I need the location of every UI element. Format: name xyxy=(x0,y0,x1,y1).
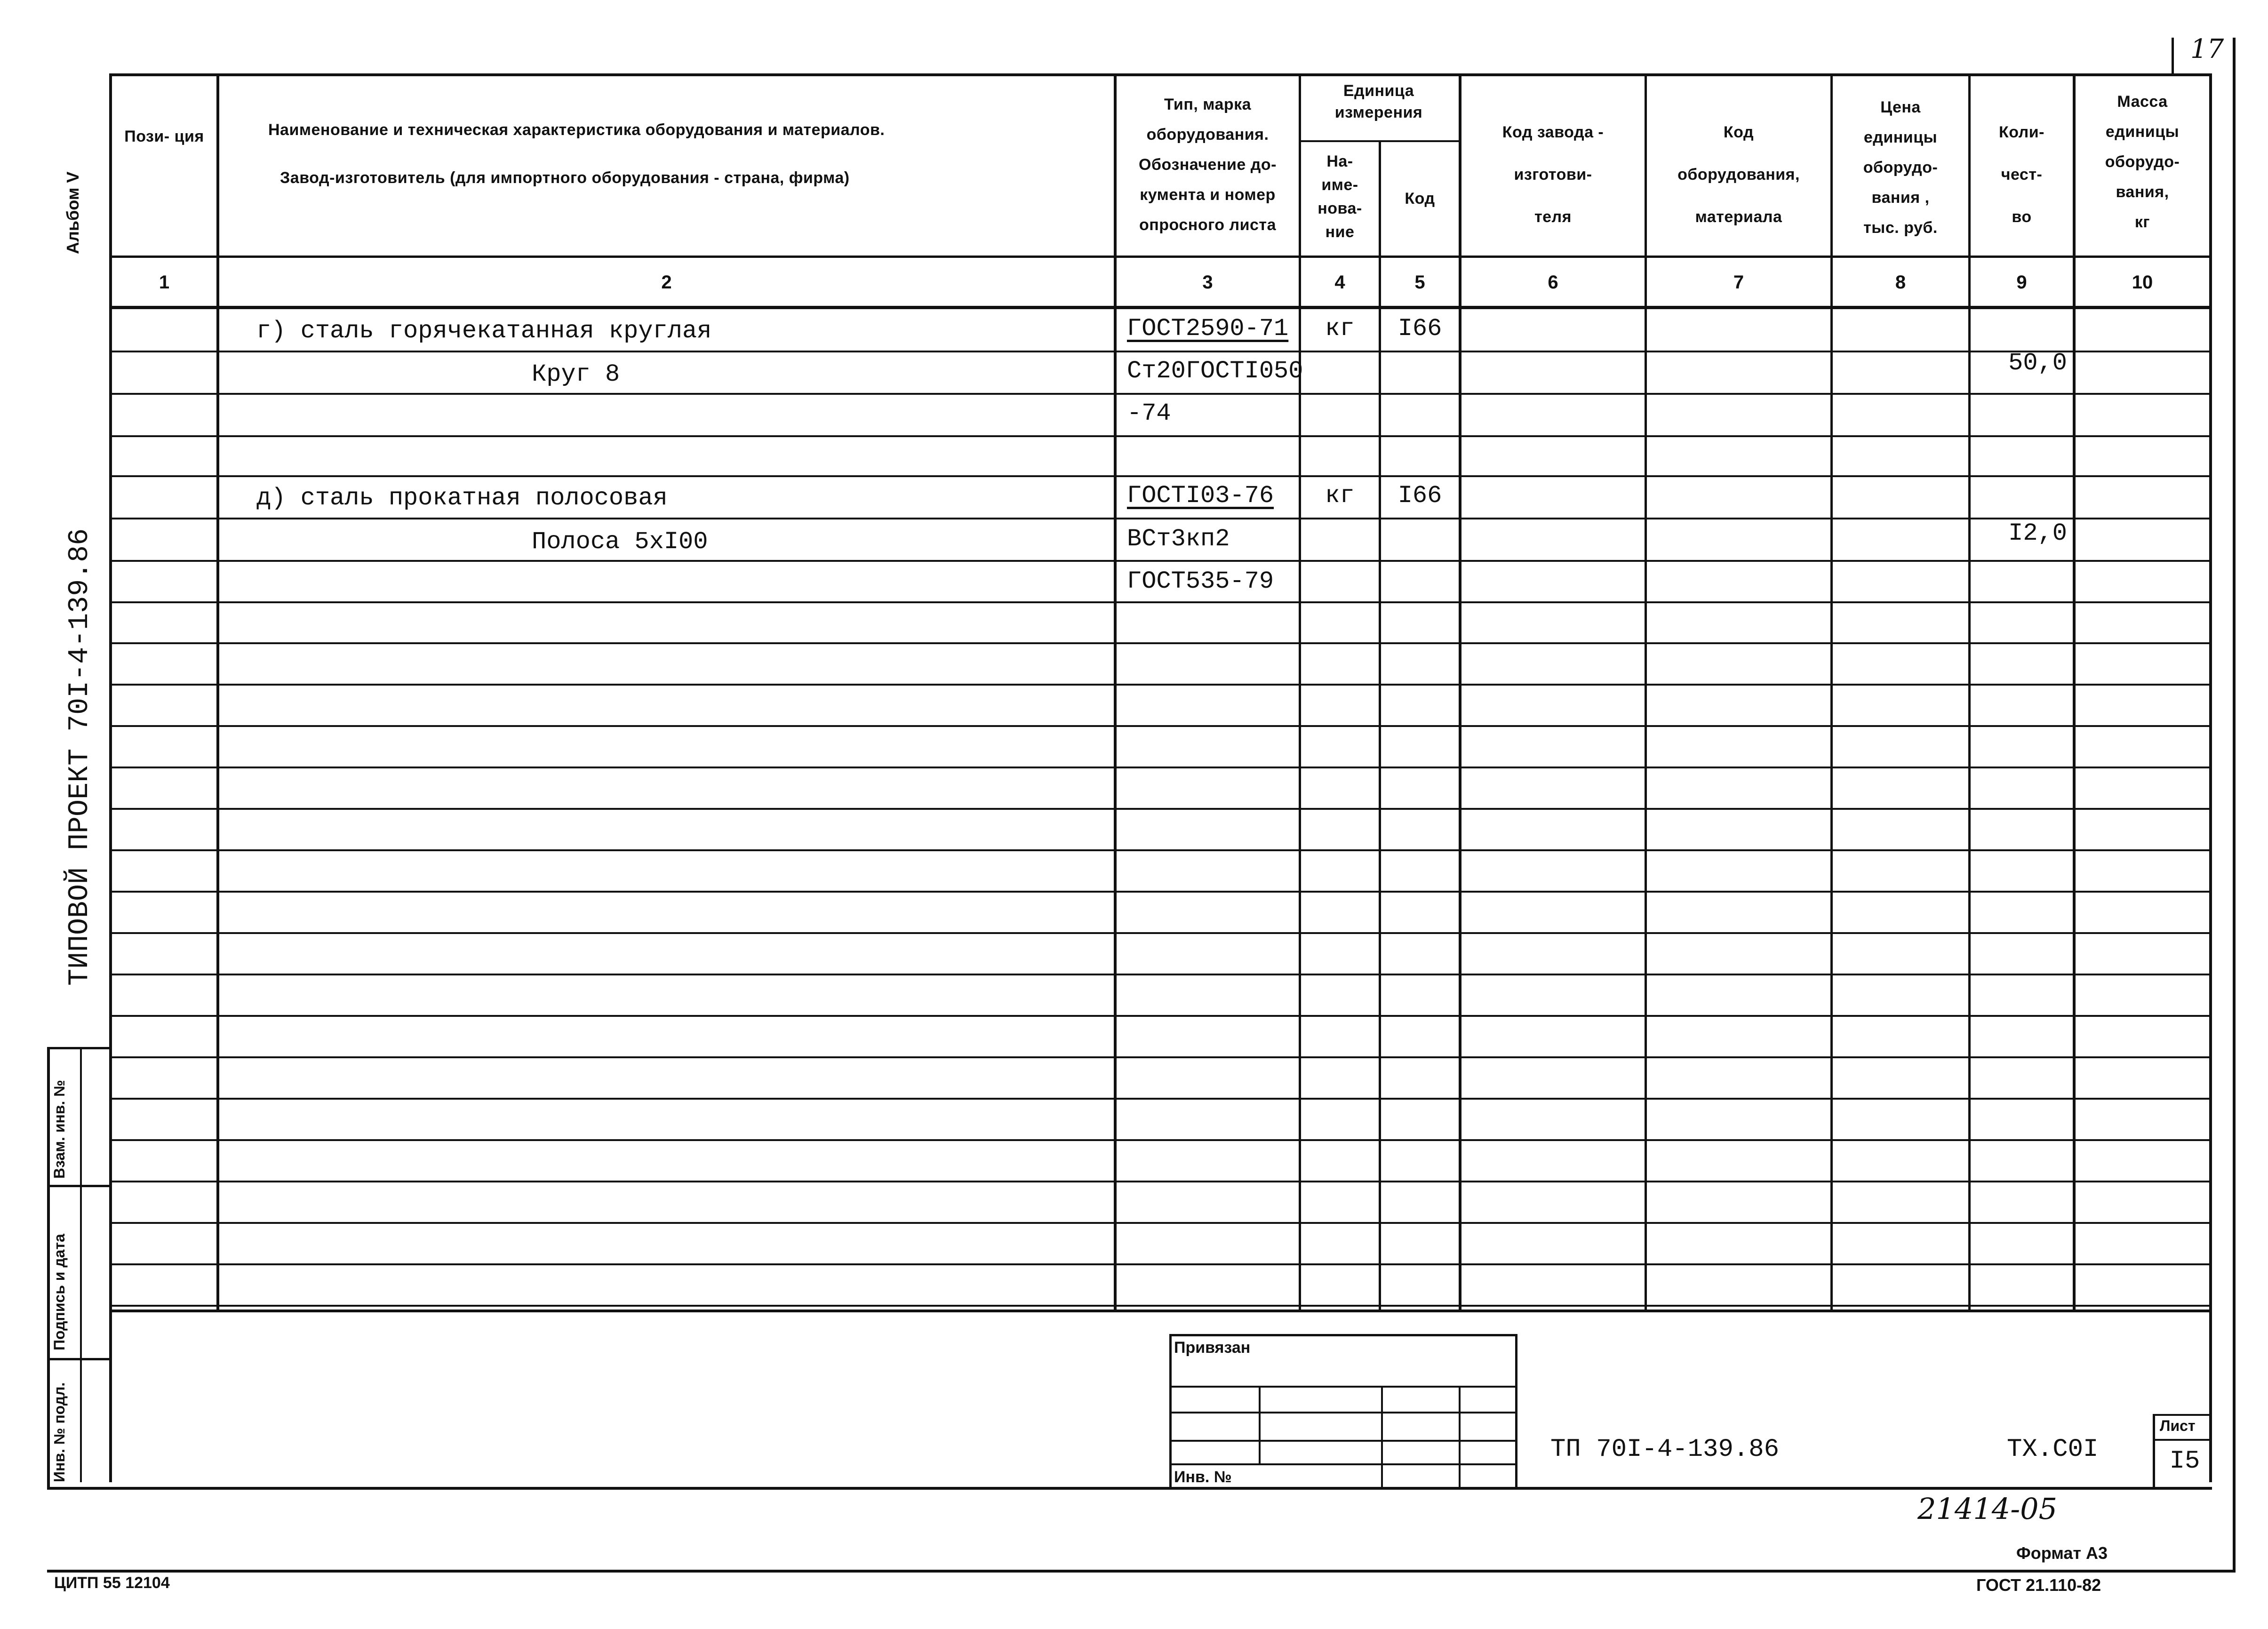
gost-label: ГОСТ 21.110-82 xyxy=(1976,1575,2101,1595)
header-col3 xyxy=(1117,89,1299,240)
side-field3: Инв. № подл. xyxy=(51,1382,68,1482)
header-col5: Код xyxy=(1405,190,1435,208)
header-col4-l2: име- xyxy=(1321,176,1358,194)
header-col8-l5: тыс. руб. xyxy=(1863,219,1938,237)
col-sep-5 xyxy=(1459,73,1461,1312)
header-col8-l1: Цена xyxy=(1880,98,1921,116)
col-sep-2 xyxy=(1114,73,1117,1312)
table-row-line xyxy=(109,1305,2212,1307)
header-col6 xyxy=(1461,111,1645,238)
sheet-label: Лист xyxy=(2160,1417,2196,1434)
row1-name: Круг 8 xyxy=(532,360,620,388)
table-row-line xyxy=(109,642,2212,644)
stamp-inner-v2 xyxy=(1381,1386,1383,1489)
stamp-line3 xyxy=(1169,1440,1517,1442)
header-col2-line1: Наименование и техническая характеристика оборудования и материалов. xyxy=(268,121,885,139)
colnum-8: 8 xyxy=(1895,272,1906,293)
frame-bottom-border xyxy=(47,1570,2236,1573)
sheet-box-left xyxy=(2153,1414,2155,1489)
frame-top-right-tick xyxy=(2172,38,2174,75)
row1-qty: 50,0 xyxy=(2008,349,2067,377)
header-col6-l1: Код завода - xyxy=(1502,123,1604,141)
side-field-top xyxy=(47,1047,111,1049)
header-col4-l4: ние xyxy=(1325,223,1355,241)
row0-code: I66 xyxy=(1398,315,1442,343)
stamp-line4 xyxy=(1169,1463,1517,1465)
stamp-top xyxy=(1169,1334,1517,1336)
sheet-box-top xyxy=(2153,1414,2212,1416)
header-col7 xyxy=(1647,111,1830,238)
header-col9 xyxy=(1971,111,2073,238)
col-sep-6 xyxy=(1645,73,1647,1312)
table-row-line xyxy=(109,1015,2212,1017)
header-col7-l2: оборудования, xyxy=(1677,166,1800,184)
header-col6-l3: теля xyxy=(1534,208,1572,226)
table-row-line xyxy=(109,1056,2212,1058)
table-row-line xyxy=(109,1263,2212,1265)
header-col8-l4: вания , xyxy=(1871,189,1930,207)
side-field-left-border xyxy=(47,1047,50,1489)
stamp-doc-code: ТХ.С0I xyxy=(2007,1435,2099,1464)
table-row-line xyxy=(109,1098,2212,1100)
header-col1-text: Пози- ция xyxy=(124,128,204,145)
table-right-border xyxy=(2209,73,2212,1482)
stamp-project-code: ТП 70I-4-139.86 xyxy=(1550,1435,1780,1464)
header-col10-l4: вания, xyxy=(2116,183,2169,201)
header-col4-l3: нова- xyxy=(1318,200,1362,217)
stamp-line1 xyxy=(1169,1386,1517,1388)
col-sep-3 xyxy=(1299,73,1301,1312)
header-col4 xyxy=(1301,150,1379,244)
col-sep-1 xyxy=(216,73,219,1312)
citp-label: ЦИТП 55 12104 xyxy=(54,1574,170,1592)
table-row-line xyxy=(109,1139,2212,1141)
stamp-inv-no: Инв. № xyxy=(1174,1468,1232,1486)
side-project-title: ТИПОВОЙ ПРОЕКТ 70I-4-139.86 xyxy=(64,528,96,986)
header-col9-l2: чест- xyxy=(2001,166,2043,184)
side-field-sep2 xyxy=(47,1358,111,1360)
row5-doc: ГОСТ535-79 xyxy=(1127,567,1274,595)
row1-doc: Ст20ГОСТI050 xyxy=(1127,357,1303,385)
header-col3-l4: кумента и номер xyxy=(1140,186,1276,204)
table-row-line xyxy=(109,1181,2212,1182)
stamp-privyazan: Привязан xyxy=(1174,1339,1251,1357)
format-label: Формат А3 xyxy=(2016,1543,2108,1563)
colnum-9: 9 xyxy=(2016,272,2027,293)
table-row-line xyxy=(109,725,2212,727)
side-top-stamp: Альбом V xyxy=(63,171,82,254)
colnum-1: 1 xyxy=(159,272,170,293)
colnum-5: 5 xyxy=(1414,272,1425,293)
colnum-4: 4 xyxy=(1334,272,1345,293)
table-row-line xyxy=(109,808,2212,810)
header-col8 xyxy=(1833,92,1968,243)
header-col7-l3: материала xyxy=(1695,208,1782,226)
handwritten-number: 21414-05 xyxy=(1917,1492,2058,1526)
row0-doc: ГОСТ2590-71 xyxy=(1127,315,1289,343)
stamp-inner-v3 xyxy=(1459,1386,1461,1489)
header-col4-l1: На- xyxy=(1326,152,1353,170)
row3-unit: кг xyxy=(1325,482,1355,510)
header-col3-l3: Обозначение до- xyxy=(1139,156,1277,174)
header-col2-line2: Завод-изготовитель (для импортного оборудования - страна, фирма) xyxy=(280,169,850,187)
side-field1: Взам. инв. № xyxy=(51,1080,68,1179)
colnum-7: 7 xyxy=(1733,272,1744,293)
side-field-divider xyxy=(80,1047,82,1482)
sheet-number: I5 xyxy=(2169,1447,2200,1476)
header-col6-l2: изготови- xyxy=(1514,166,1592,184)
side-field-bottom xyxy=(47,1487,2212,1490)
header-col3-l1: Тип, марка xyxy=(1164,96,1252,113)
row0-name: г) сталь горячекатанная круглая xyxy=(256,317,712,345)
table-row-line xyxy=(109,435,2212,437)
header-col10-l5: кг xyxy=(2134,213,2150,231)
row4-name: Полоса 5хI00 xyxy=(532,528,708,556)
table-row-line xyxy=(109,767,2212,768)
table-row-line xyxy=(109,1222,2212,1224)
colnum-6: 6 xyxy=(1548,272,1558,293)
sheet-box-mid xyxy=(2153,1439,2212,1441)
table-row-line xyxy=(109,849,2212,851)
table-row-line xyxy=(109,932,2212,934)
header-col9-l1: Коли- xyxy=(1999,123,2044,141)
header-col1 xyxy=(112,122,216,151)
table-row-line xyxy=(109,891,2212,893)
header-col3-l5: опросного листа xyxy=(1139,216,1276,234)
header-unit-group: Единица измерения xyxy=(1334,82,1423,121)
col-sep-7 xyxy=(1830,73,1833,1312)
corner-page-number: 17 xyxy=(2190,34,2224,64)
col-sep-9 xyxy=(2073,73,2076,1312)
side-field-sep1 xyxy=(47,1185,111,1187)
frame-right-border xyxy=(2233,38,2236,1572)
stamp-line2 xyxy=(1169,1412,1517,1413)
row3-code: I66 xyxy=(1398,482,1442,510)
header-col9-l3: во xyxy=(2012,208,2032,226)
header-col7-l1: Код xyxy=(1723,123,1754,141)
row0-unit: кг xyxy=(1325,315,1355,343)
header-col8-l3: оборудо- xyxy=(1863,159,1938,176)
colnum-10: 10 xyxy=(2132,272,2153,293)
row4-qty: I2,0 xyxy=(2008,519,2067,547)
table-row-line xyxy=(109,684,2212,686)
header-bottom-line xyxy=(109,256,2212,258)
table-row-line xyxy=(109,974,2212,975)
colnum-3: 3 xyxy=(1202,272,1213,293)
col-sep-8 xyxy=(1968,73,1971,1312)
header-col10 xyxy=(2076,87,2209,237)
header-col8-l2: единицы xyxy=(1863,128,1938,146)
colnum-2: 2 xyxy=(661,272,672,293)
row3-name: д) сталь прокатная полосовая xyxy=(256,484,668,512)
row2-doc: -74 xyxy=(1127,399,1171,427)
table-top-border xyxy=(109,73,2212,76)
header-col3-l2: оборудования. xyxy=(1146,126,1269,144)
stamp-inner-v1 xyxy=(1259,1386,1261,1463)
row4-doc: ВСт3кп2 xyxy=(1127,525,1230,553)
header-col10-l1: Масса xyxy=(2117,93,2168,111)
table-bottom-line xyxy=(109,1310,2212,1312)
header-col10-l3: оборудо- xyxy=(2105,153,2180,171)
row3-doc: ГОСТI03-76 xyxy=(1127,482,1274,510)
header-col10-l2: единицы xyxy=(2105,123,2180,141)
side-field2: Подпись и дата xyxy=(51,1234,68,1350)
